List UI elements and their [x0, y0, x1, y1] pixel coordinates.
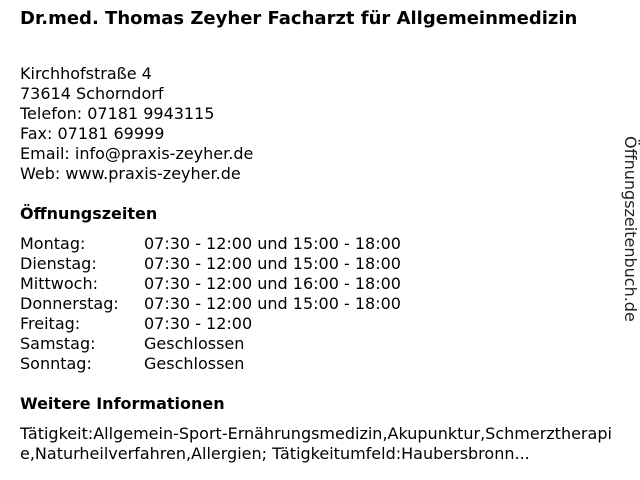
email-address: Email: info@praxis-zeyher.de: [20, 144, 254, 163]
hours-row-monday: [20, 234, 401, 254]
hours-day: Donnerstag:: [20, 294, 119, 313]
hours-row-saturday: [20, 334, 401, 354]
street-address: Kirchhofstraße 4: [20, 64, 152, 83]
site-watermark-label: Öffnungszeitenbuch.de: [621, 136, 640, 322]
hours-day: Samstag:: [20, 334, 96, 353]
hours-time: 07:30 - 12:00 und 16:00 - 18:00: [144, 274, 401, 293]
hours-time: 07:30 - 12:00 und 15:00 - 18:00: [144, 234, 401, 253]
hours-row-sunday: [20, 354, 401, 374]
page-title: Dr.med. Thomas Zeyher Facharzt für Allgemeinmedizin: [20, 8, 578, 29]
phone-number: Telefon: 07181 9943115: [20, 104, 215, 123]
hours-day: Montag:: [20, 234, 86, 253]
hours-time: Geschlossen: [144, 354, 245, 373]
hours-time: 07:30 - 12:00 und 15:00 - 18:00: [144, 254, 401, 273]
city-address: 73614 Schorndorf: [20, 84, 164, 103]
opening-hours-heading: Öffnungszeiten: [20, 204, 158, 223]
hours-time: Geschlossen: [144, 334, 245, 353]
more-info-heading: Weitere Informationen: [20, 394, 225, 413]
hours-time: 07:30 - 12:00 und 15:00 - 18:00: [144, 294, 401, 313]
contact-block: [20, 64, 253, 184]
opening-hours-table: [20, 234, 401, 374]
hours-day: Mittwoch:: [20, 274, 98, 293]
hours-row-friday: [20, 314, 401, 334]
hours-row-thursday: [20, 294, 401, 314]
hours-day: Freitag:: [20, 314, 81, 333]
more-info-text: Tätigkeit:Allgemein-Sport-Ernährungsmedizin,Akupunktur,Schmerztherapie,Naturheilverfahren,Allergien; Tätigkeitumfeld:Haubersbronn...: [20, 424, 612, 463]
fax-number: Fax: 07181 69999: [20, 124, 165, 143]
hours-day: Sonntag:: [20, 354, 92, 373]
hours-row-wednesday: [20, 274, 401, 294]
hours-time: 07:30 - 12:00: [144, 314, 253, 333]
website: Web: www.praxis-zeyher.de: [20, 164, 241, 183]
hours-row-tuesday: [20, 254, 401, 274]
hours-day: Dienstag:: [20, 254, 97, 273]
